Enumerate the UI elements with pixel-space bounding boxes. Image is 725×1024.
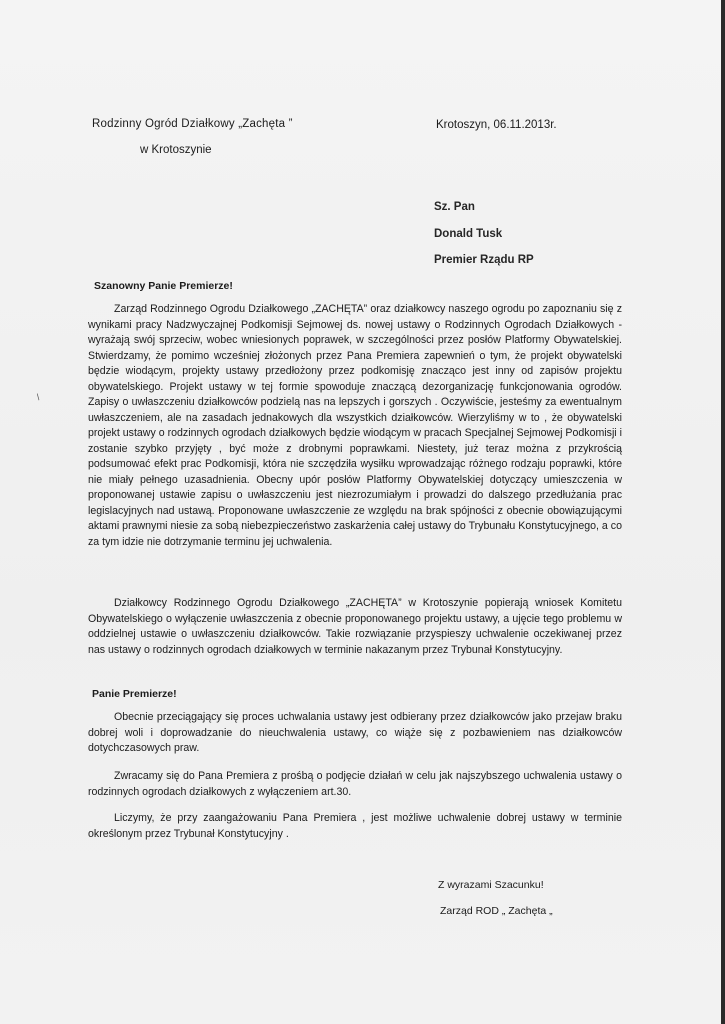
paragraph-4: Zwracamy się do Pana Premiera z prośbą o podjęcie działań w celu jak najszybszego uchwalenia ustawy o rodzinnych ogrodach działkowych z wyłączeniem art.30. <box>88 770 622 798</box>
recipient-position: Premier Rządu RP <box>434 254 534 266</box>
letter-date: Krotoszyn, 06.11.2013r. <box>436 119 557 131</box>
paragraph-2: Działkowcy Rodzinnego Ogrodu Działkowego „ZACHĘTA” w Krotoszynie popierają wniosek Komitetu Obywatelskiego o wyłączenie uwłaszczenia z obecnie proponowanego projektu ustawy, a ujęcie tego problemu w oddzielnej ustawie o uwłaszczeniu działkowców. Takie rozwiązanie przyspieszy uchwalenie oczekiwanej przez nas ustawy o rodzinnych ogrodach działkowych w terminie nakazanym przez Trybunał Konstytucyjny. <box>88 597 622 656</box>
recipient-name: Donald Tusk <box>434 228 503 240</box>
closing-regards: Z wyrazami Szacunku! <box>438 879 544 891</box>
salutation: Szanowny Panie Premierze! <box>94 280 233 292</box>
sender-city: w Krotoszynie <box>140 144 212 156</box>
sender-name: Rodzinny Ogród Działkowy „Zachęta ” <box>92 118 293 130</box>
paragraph-3: Obecnie przeciągający się proces uchwalania ustawy jest odbierany przez działkowców jako przejaw braku dobrej woli i doprowadzanie do nieuchwalenia ustawy, co wiąże się z pozbawieniem nas działkowców dotychczasowych praw. <box>88 711 622 754</box>
recipient-title: Sz. Pan <box>434 201 475 213</box>
closing-signature-board: Zarząd ROD „ Zachęta „ <box>440 905 553 917</box>
paragraph-1: Zarząd Rodzinnego Ogrodu Działkowego „ZACHĘTA” oraz działkowcy naszego ogrodu po zapoznaniu się z wynikami pracy Nadzwyczajnej Podkomisji Sejmowej ds. nowej ustawy o Rodzinnych Ogrodach Działkowych - wyrażają swój sprzeciw, wobec wniesionych poprawek, w szczególności przez posłów Platformy Obywatelskiej. Stwierdzamy, że pomimo wcześniej złożonych przez Pana Premiera zapewnień o tym, że projekt obywatelski będzie wiodącym, projekty ustawy przedłożony przez podkomisję znacząco jest inny od zapisów projektu obywatelskiego. Projekt ustawy w tej formie spowoduje znaczącą dezorganizację funkcjonowania ogrodów. Zapisy o uwłaszczeniu działkowców podzielą nas na lepszych i gorszych . Oczywiście, jesteśmy za ewentualnym uwłaszczeniem, ale na zasadach jednakowych dla wszystkich działkowców. Wierzyliśmy w to , że obywatelski projekt ustawy o rodzinnych ogrodach działkowych będzie wiodącym w pracach Specjalnej Sejmowej Podkomisji i zostanie szybko przyjęty , być może z drobnymi poprawkami. Niestety, już teraz można z przykrością podsumować efekt prac Podkomisji, która nie szczędziła wysiłku wprowadzając różnego rodzaju poprawki, które nie miały pełnego uzasadnienia. Obecny upór posłów Platformy Obywatelskiej dotyczący umieszczenia w proponowanej ustawie zapisu o uwłaszczeniu jest niezrozumiałym i prowadzi do dalszego przedłużania prac legislacyjnych nad ustawą. Proponowane uwłaszczenie ze względu na brak spójności z obecnie obowiązującymi aktami prawnymi niesie za sobą niebezpieczeństwo zaskarżenia całej ustawy do Trybunału Konstytucyjnego, a co za tym idzie nie dotrzymanie terminu jej uchwalenia. <box>88 303 622 548</box>
margin-mark: / <box>34 392 42 402</box>
scan-edge <box>721 0 725 1024</box>
paragraph-5: Liczymy, że przy zaangażowaniu Pana Premiera , jest możliwe uchwalenie dobrej ustawy w terminie określonym przez Trybunał Konstytucyjny . <box>88 812 622 840</box>
interjection: Panie Premierze! <box>92 688 177 700</box>
